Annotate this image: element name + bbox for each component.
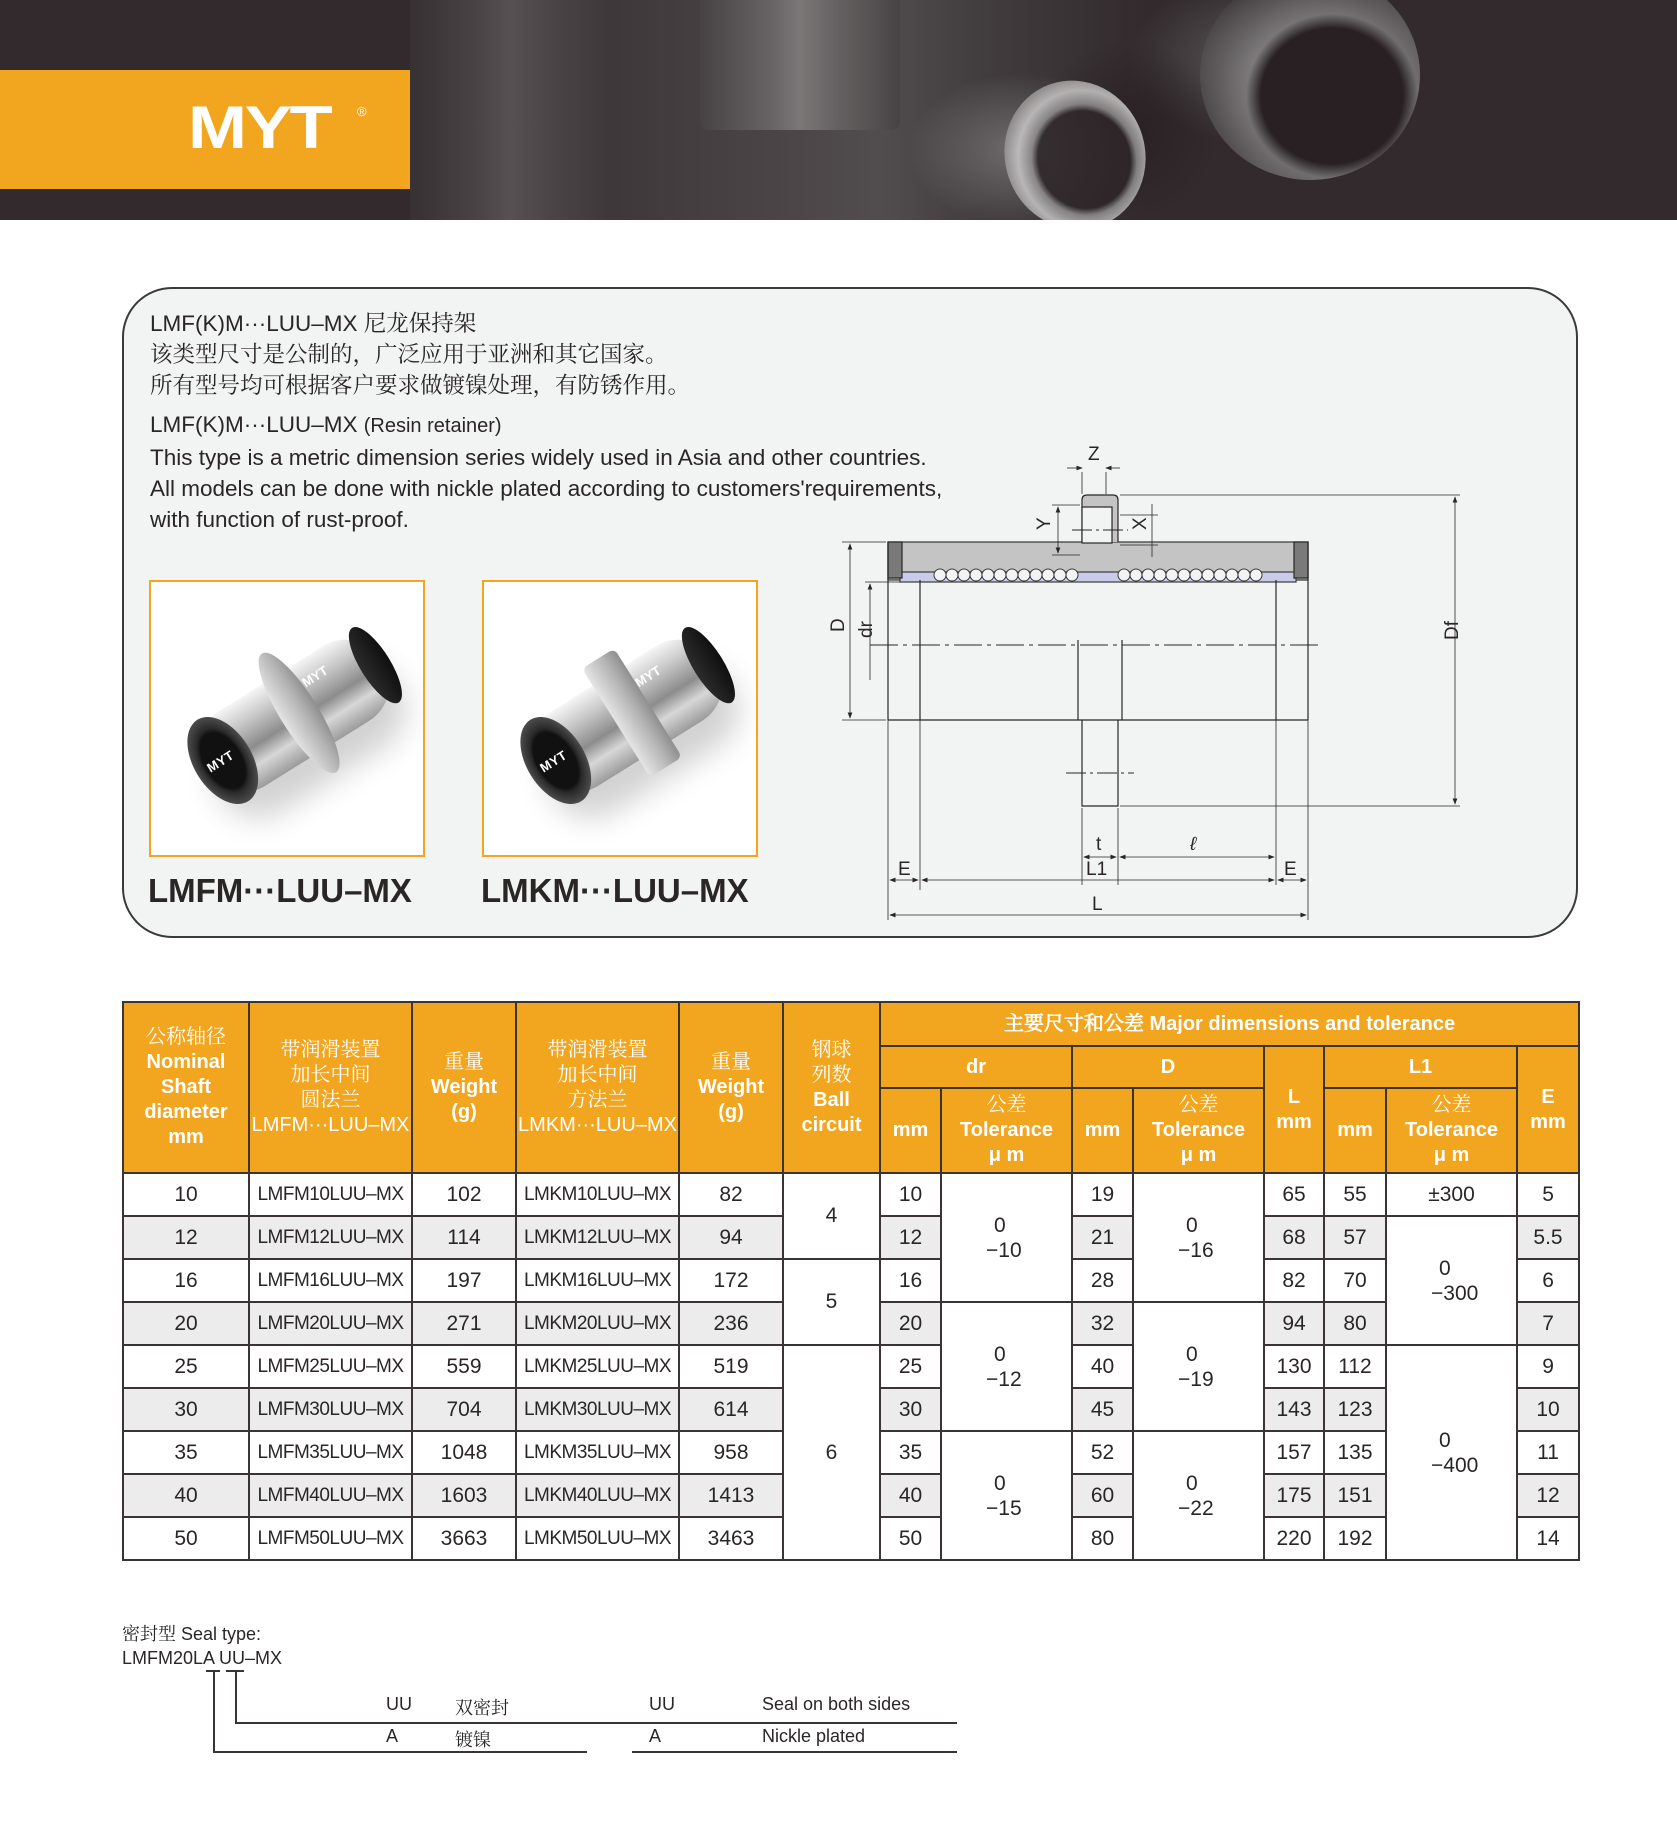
seal-code-en: UU <box>649 1694 675 1714</box>
table-row: 35 LMFM35LUU–MX 1048 LMKM35LUU–MX 958 35 0 −15 52 0 −22 157 135 11 <box>123 1431 1579 1474</box>
round-flange-bearing-image <box>182 623 407 809</box>
square-flange-bearing-image <box>515 623 740 809</box>
cn-title: LMF(K)M···LUU–MX 尼龙保持架 <box>150 311 477 336</box>
spec-table <box>122 1001 1580 1561</box>
table-row: 30 LMFM30LUU–MX 704 LMKM30LUU–MX 614 30 45 143 123 10 <box>123 1388 1579 1431</box>
ball-circuit-cell: 5 <box>783 1259 880 1345</box>
col-header-lmfm: 带润滑装置 加长中间 圆法兰 LMFM···LUU–MX <box>249 1002 412 1173</box>
brand-mark: MYT <box>299 662 331 691</box>
en-title-note: (Resin retainer) <box>363 415 502 437</box>
table-row: 50 LMFM50LUU–MX 3663 LMKM50LUU–MX 3463 50 80 220 192 14 <box>123 1517 1579 1560</box>
brand-logo <box>0 70 410 189</box>
seal-desc-cn: 镀镍 <box>455 1730 491 1750</box>
col-header-dr-tolerance: 公差 Tolerance μ m <box>941 1088 1072 1173</box>
seal-code: UU <box>386 1694 412 1714</box>
registered-mark: ® <box>357 104 367 119</box>
dim-label-d: D <box>828 618 849 632</box>
col-header-L: L mm <box>1264 1046 1324 1173</box>
table-row: 25 LMFM25LUU–MX 559 LMKM25LUU–MX 519 6 25 40 130 112 0 −400 9 <box>123 1345 1579 1388</box>
logo-text: MYT <box>188 94 331 161</box>
product-image-lmfm <box>149 580 425 857</box>
en-description: All models can be done with nickle plated according to customers'requirements, <box>150 476 943 501</box>
table-row: 10 LMFM10LUU–MX 102 LMKM10LUU–MX 82 4 10 0 −10 19 0 −16 65 55 ±300 5 <box>123 1173 1579 1216</box>
ball-circuit-cell: 4 <box>783 1173 880 1259</box>
dr-tolerance-cell: 0 −12 <box>941 1302 1072 1431</box>
seal-type-example: LMFM20LA UU–MX <box>122 1648 283 1668</box>
dr-tolerance-cell: 0 −10 <box>941 1173 1072 1302</box>
col-header-D: D <box>1072 1046 1264 1088</box>
L1-tolerance-cell: 0 −400 <box>1386 1345 1517 1560</box>
col-header-D-mm: mm <box>1072 1088 1133 1173</box>
dim-label-dr: dr <box>856 621 877 638</box>
col-header-major-dimensions: 主要尺寸和公差 Major dimensions and tolerance <box>880 1002 1579 1046</box>
brand-mark: MYT <box>537 747 570 776</box>
table-row: 12 LMFM12LUU–MX 114 LMKM12LUU–MX 94 12 21 68 57 0 −300 5.5 <box>123 1216 1579 1259</box>
seal-code-en: A <box>649 1726 662 1746</box>
seal-code: A <box>386 1726 399 1746</box>
header-banner <box>0 0 1677 220</box>
dim-label-e: E <box>1284 859 1297 880</box>
col-header-E: E mm <box>1517 1046 1579 1173</box>
cn-description: 该类型尺寸是公制的，广泛应用于亚洲和其它国家。 <box>150 342 668 367</box>
cn-description: 所有型号均可根据客户要求做镀镍处理，有防锈作用。 <box>150 373 691 398</box>
banner-bearing-image <box>700 0 900 130</box>
brand-mark: MYT <box>632 662 664 691</box>
dim-label-z: Z <box>1088 444 1100 465</box>
table-row: 20 LMFM20LUU–MX 271 LMKM20LUU–MX 236 20 0 −12 32 0 −19 94 80 7 <box>123 1302 1579 1345</box>
col-header-weight-lmfm: 重量 Weight (g) <box>412 1002 516 1173</box>
seal-desc-en: Seal on both sides <box>762 1694 911 1714</box>
ball-circuit-cell: 6 <box>783 1345 880 1560</box>
L1-tolerance-cell: 0 −300 <box>1386 1216 1517 1345</box>
dim-label-x: X <box>1130 517 1151 530</box>
product-label-lmfm: LMFM···LUU–MX <box>148 872 412 909</box>
en-description: with function of rust-proof. <box>150 507 409 532</box>
dim-label-e: E <box>898 859 911 880</box>
table-row: 16 LMFM16LUU–MX 197 LMKM16LUU–MX 172 5 16 28 82 70 6 <box>123 1259 1579 1302</box>
dim-label-l1: L1 <box>1086 859 1108 880</box>
technical-drawing <box>820 420 1480 920</box>
dim-label-df: Df <box>1442 621 1463 640</box>
en-description: This type is a metric dimension series widely used in Asia and other countries. <box>150 445 927 470</box>
col-header-lmkm: 带润滑装置 加长中间 方法兰 LMKM···LUU–MX <box>516 1002 679 1173</box>
seal-type-title: 密封型 Seal type: <box>122 1624 262 1644</box>
L1-tolerance-cell: ±300 <box>1386 1173 1517 1216</box>
dim-label-l-total: L <box>1092 894 1103 915</box>
dim-label-t: t <box>1096 834 1102 855</box>
col-header-ball-circuit: 钢球 列数 Ball circuit <box>783 1002 880 1173</box>
dr-tolerance-cell: 0 −15 <box>941 1431 1072 1560</box>
D-tolerance-cell: 0 −19 <box>1133 1302 1264 1431</box>
seal-type-legend <box>122 1620 982 1760</box>
col-header-dr: dr <box>880 1046 1072 1088</box>
product-image-lmkm <box>482 580 758 857</box>
banner-bearing-image <box>410 0 610 220</box>
col-header-L1: L1 <box>1324 1046 1517 1088</box>
seal-desc-cn: 双密封 <box>455 1698 509 1718</box>
en-title: LMF(K)M···LUU–MX (Resin retainer) <box>150 412 502 437</box>
col-header-D-tolerance: 公差 Tolerance μ m <box>1133 1088 1264 1173</box>
col-header-weight-lmkm: 重量 Weight (g) <box>679 1002 783 1173</box>
seal-desc-en: Nickle plated <box>762 1726 866 1746</box>
D-tolerance-cell: 0 −16 <box>1133 1173 1264 1302</box>
col-header-dr-mm: mm <box>880 1088 941 1173</box>
table-row: 40 LMFM40LUU–MX 1603 LMKM40LUU–MX 1413 40 60 175 151 12 <box>123 1474 1579 1517</box>
brand-mark: MYT <box>204 747 237 776</box>
dim-label-l: ℓ <box>1190 834 1197 855</box>
col-header-L1-mm: mm <box>1324 1088 1386 1173</box>
dim-label-y: Y <box>1034 517 1055 530</box>
D-tolerance-cell: 0 −22 <box>1133 1431 1264 1560</box>
col-header-shaft: 公称轴径 Nominal Shaft diameter mm <box>123 1002 249 1173</box>
col-header-L1-tolerance: 公差 Tolerance μ m <box>1386 1088 1517 1173</box>
product-label-lmkm: LMKM···LUU–MX <box>481 872 749 909</box>
